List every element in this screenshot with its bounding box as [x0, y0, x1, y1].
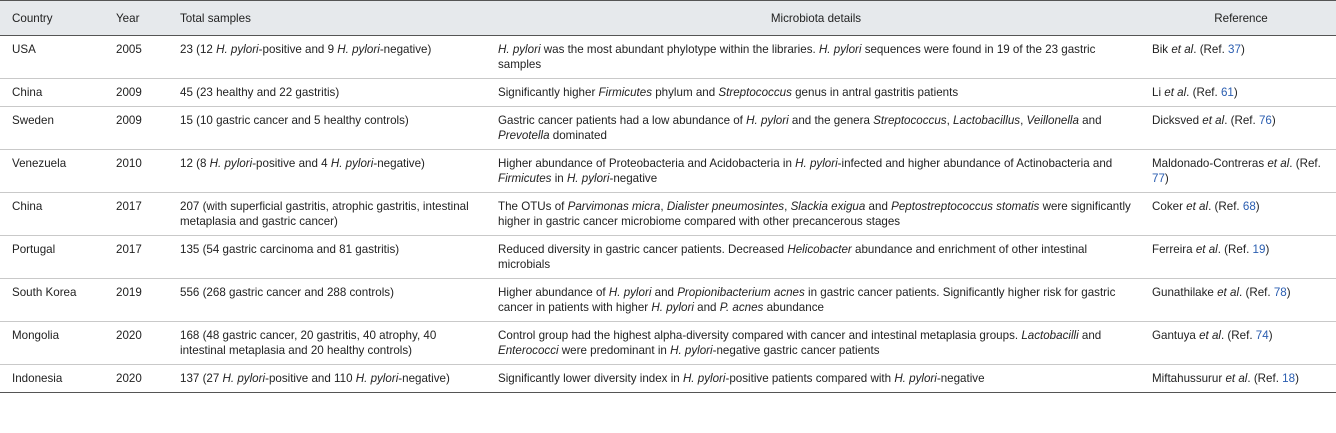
table-row	[0, 322, 1336, 365]
cell-country: China	[0, 193, 104, 236]
cell-country: Mongolia	[0, 322, 104, 365]
cell-details: Gastric cancer patients had a low abundance of H. pylori and the genera Streptococcus, Lactobacillus, Veillonella and Prevotella dominated	[486, 107, 1140, 150]
cell-samples: 207 (with superficial gastritis, atrophic gastritis, intestinal metaplasia and gastric cancer)	[168, 193, 486, 236]
cell-country: USA	[0, 36, 104, 79]
cell-details: H. pylori was the most abundant phylotype within the libraries. H. pylori sequences were found in 19 of the 23 gastric samples	[486, 36, 1140, 79]
table-row	[0, 36, 1336, 79]
cell-year: 2020	[104, 322, 168, 365]
cell-samples: 45 (23 healthy and 22 gastritis)	[168, 79, 486, 107]
cell-year: 2010	[104, 150, 168, 193]
table-row	[0, 150, 1336, 193]
cell-details: Reduced diversity in gastric cancer patients. Decreased Helicobacter abundance and enrichment of other intestinal microbials	[486, 236, 1140, 279]
table-row	[0, 236, 1336, 279]
cell-country: Sweden	[0, 107, 104, 150]
cell-samples: 15 (10 gastric cancer and 5 healthy controls)	[168, 107, 486, 150]
cell-year: 2009	[104, 107, 168, 150]
cell-year: 2005	[104, 36, 168, 79]
header-row	[0, 1, 1336, 36]
cell-country: South Korea	[0, 279, 104, 322]
cell-year: 2019	[104, 279, 168, 322]
table-row	[0, 365, 1336, 393]
cell-samples: 135 (54 gastric carcinoma and 81 gastritis)	[168, 236, 486, 279]
table-row	[0, 193, 1336, 236]
cell-reference[interactable]: Gantuya et al. (Ref. 74)	[1140, 322, 1336, 365]
cell-reference[interactable]: Ferreira et al. (Ref. 19)	[1140, 236, 1336, 279]
cell-details: Significantly higher Firmicutes phylum and Streptococcus genus in antral gastritis patients	[486, 79, 1140, 107]
cell-samples: 12 (8 H. pylori-positive and 4 H. pylori-negative)	[168, 150, 486, 193]
table-row	[0, 279, 1336, 322]
cell-country: China	[0, 79, 104, 107]
cell-reference[interactable]: Bik et al. (Ref. 37)	[1140, 36, 1336, 79]
cell-reference[interactable]: Maldonado-Contreras et al. (Ref. 77)	[1140, 150, 1336, 193]
cell-reference[interactable]: Gunathilake et al. (Ref. 78)	[1140, 279, 1336, 322]
header-total-samples: Total samples	[168, 1, 486, 36]
cell-details: Higher abundance of Proteobacteria and Acidobacteria in H. pylori-infected and higher abundance of Actinobacteria and Firmicutes in H. pylori-negative	[486, 150, 1140, 193]
cell-reference[interactable]: Miftahussurur et al. (Ref. 18)	[1140, 365, 1336, 393]
cell-details: Control group had the highest alpha-diversity compared with cancer and intestinal metaplasia groups. Lactobacilli and Enterococci were predominant in H. pylori-negative gastric cancer patients	[486, 322, 1140, 365]
cell-samples: 23 (12 H. pylori-positive and 9 H. pylori-negative)	[168, 36, 486, 79]
cell-country: Indonesia	[0, 365, 104, 393]
cell-year: 2017	[104, 236, 168, 279]
cell-samples: 556 (268 gastric cancer and 288 controls)	[168, 279, 486, 322]
cell-year: 2017	[104, 193, 168, 236]
cell-year: 2009	[104, 79, 168, 107]
cell-samples: 168 (48 gastric cancer, 20 gastritis, 40 atrophy, 40 intestinal metaplasia and 20 healthy controls)	[168, 322, 486, 365]
cell-country: Portugal	[0, 236, 104, 279]
cell-year: 2020	[104, 365, 168, 393]
cell-details: Significantly lower diversity index in H. pylori-positive patients compared with H. pylori-negative	[486, 365, 1140, 393]
table-row	[0, 79, 1336, 107]
header-country: Country	[0, 1, 104, 36]
cell-reference[interactable]: Li et al. (Ref. 61)	[1140, 79, 1336, 107]
cell-reference[interactable]: Coker et al. (Ref. 68)	[1140, 193, 1336, 236]
cell-details: The OTUs of Parvimonas micra, Dialister pneumosintes, Slackia exigua and Peptostreptococcus stomatis were significantly higher in gastric cancer microbiome compared with other precancerous stages	[486, 193, 1140, 236]
header-reference: Reference	[1140, 1, 1336, 36]
cell-reference[interactable]: Dicksved et al. (Ref. 76)	[1140, 107, 1336, 150]
table-row	[0, 107, 1336, 150]
header-year: Year	[104, 1, 168, 36]
header-microbiota-details: Microbiota details	[486, 1, 1140, 36]
cell-samples: 137 (27 H. pylori-positive and 110 H. pylori-negative)	[168, 365, 486, 393]
cell-details: Higher abundance of H. pylori and Propionibacterium acnes in gastric cancer patients. Significantly higher risk for gastric cancer in patients with higher H. pylori and P. acnes abundance	[486, 279, 1140, 322]
cell-country: Venezuela	[0, 150, 104, 193]
